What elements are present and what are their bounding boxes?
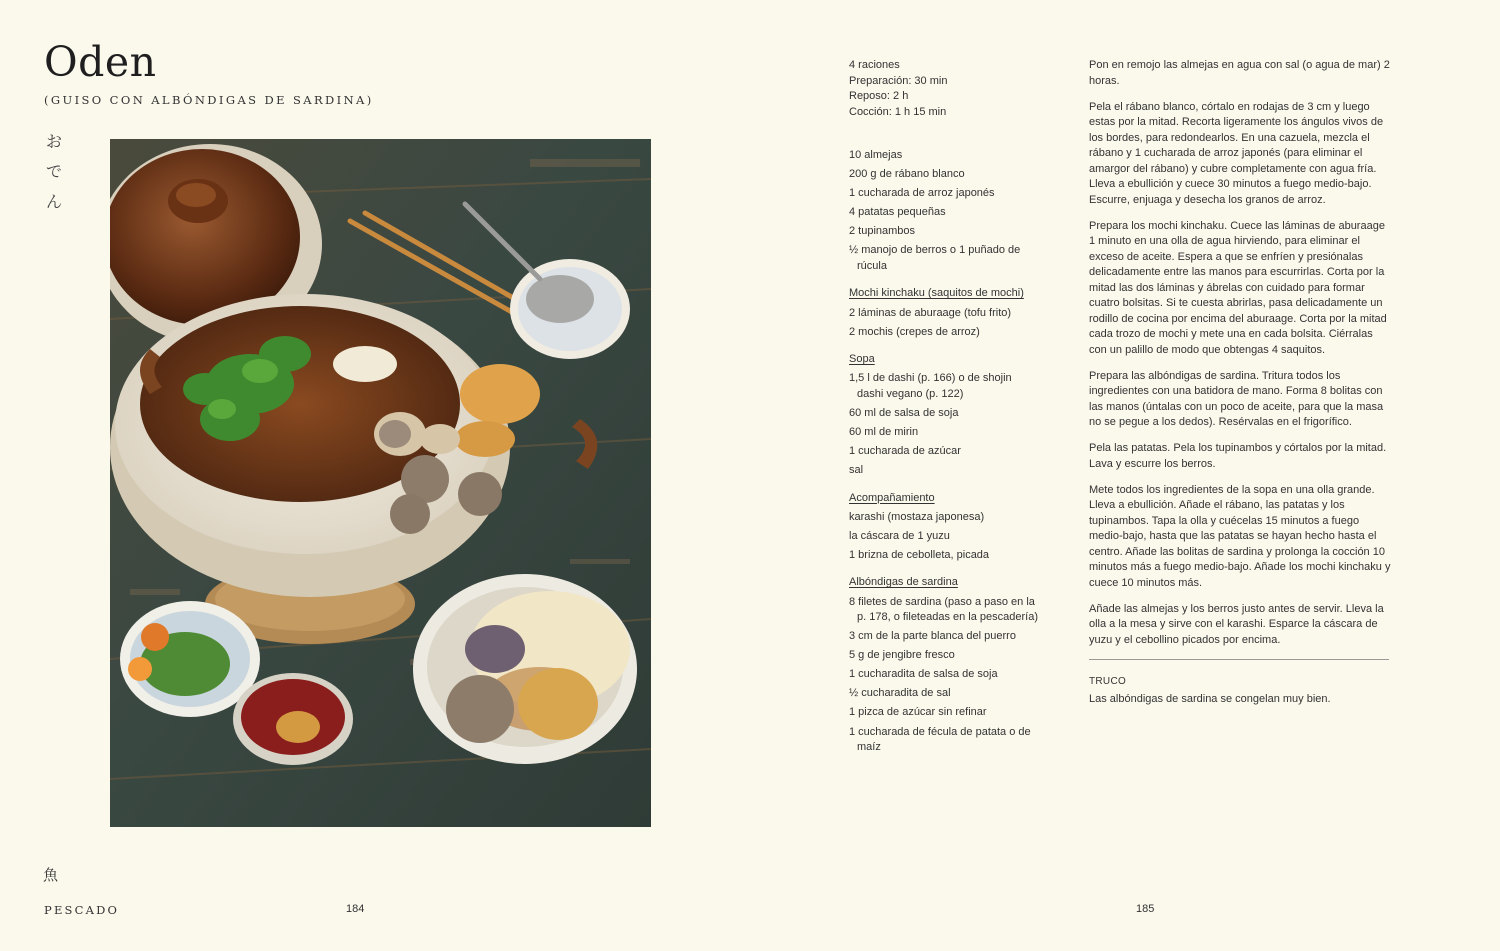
- ingredient-item: 1 cucharada de arroz japonés: [849, 187, 995, 200]
- method-step: Añade las almejas y los berros justo antes de servir. Lleva la olla a la mesa y sirve con el karashi. Esparce la cáscara de yuzu y el cebollino picados por encima.: [1089, 602, 1384, 646]
- ingredient-item: 4 patatas pequeñas: [849, 206, 946, 219]
- ingredient-item: 1 cucharadita de salsa de soja: [849, 668, 998, 681]
- ingredient-item: ½ cucharadita de sal: [849, 687, 951, 700]
- right-page: [750, 0, 1500, 951]
- method-step: Prepara las albóndigas de sardina. Tritura todos los ingredientes con una batidora de mano. Forma 8 bolitas con las manos (úntalas con un poco de aceite, para que la masa no se pegue a los dedos). Resérvalas en el frigorífico.: [1089, 369, 1384, 428]
- ingredient-item: 60 ml de salsa de soja: [849, 406, 959, 419]
- kana-char: ん: [45, 192, 62, 211]
- method-step: Prepara los mochi kinchaku. Cuece las láminas de aburaage 1 minuto en una olla de agua hirviendo, para eliminar el exceso de aceite. Espera a que se enfríen y presiónalas delicadamente entre las manos para escurrirlas. Corta por la mitad las dos láminas y ábrelas con cuidado para formar cuatro bolsitas. Si te cuesta abrirlas, pasa delicadamente un rodillo de cocina por encima del aburaage. Corta por la mitad cada trozo de mochi y mete una en cada bolsita. Ciérralas con un palillo de modo que obtengas 4 saquitos.: [1089, 219, 1387, 356]
- rest-time: Reposo: 2 h: [849, 90, 909, 102]
- ingredient-group-heading: Albóndigas de sardina: [849, 576, 958, 589]
- method-step: Pela el rábano blanco, córtalo en rodajas de 3 cm y luego estas por la mitad. Recorta ligeramente los ángulos vivos de los bordes, para redondearlos. En una cazuela, mezcla el rábano y 1 cucharada de arroz japonés (para eliminar el amargor del rábano) y cubre completamente con agua fría. Lleva a ebullición y cuece 30 minutos a fuego medio-bajo. Escurre, enjuaga y desecha los granos de arroz.: [1089, 100, 1384, 206]
- method-step: Mete todos los ingredientes de la sopa en una olla grande. Lleva a ebullición. Añade el rábano, las patatas y los tupinambos. Tapa la olla y cuécelas 15 minutos a fuego medio-bajo, hasta que las patatas se hayan hecho hasta el centro. Añade las bolitas de sardina y prolonga la cocción 10 minutos más a fuego medio-bajo. Añade los mochi kinchaku y cuece 10 minutos más.: [1089, 483, 1391, 589]
- tip-text: Las albóndigas de sardina se congelan muy bien.: [1089, 693, 1331, 705]
- page-number-right: 185: [1136, 903, 1155, 915]
- ingredient-item: 1 cucharada de fécula de patata o de maíz: [849, 725, 1031, 754]
- ingredient-item: 10 almejas: [849, 149, 903, 161]
- recipe-subtitle: (GUISO CON ALBÓNDIGAS DE SARDINA): [44, 93, 374, 107]
- section-label: PESCADO: [44, 903, 120, 917]
- ingredient-item: 2 tupinambos: [849, 225, 916, 238]
- kana-char: で: [45, 162, 62, 181]
- ingredient-item: 2 mochis (crepes de arroz): [849, 325, 980, 338]
- ingredient-item: 1 pizca de azúcar sin refinar: [849, 706, 987, 719]
- ingredient-group-heading: Sopa: [849, 353, 875, 366]
- method-step: Pela las patatas. Pela los tupinambos y córtalos por la mitad. Lava y escurre los berros.: [1089, 442, 1387, 470]
- ingredient-group-acompanamiento: [849, 491, 1039, 564]
- divider: [1089, 659, 1389, 660]
- servings: 4 raciones: [849, 59, 900, 71]
- ingredients-column: [849, 58, 1039, 756]
- prep-time: Preparación: 30 min: [849, 74, 948, 87]
- ingredient-item: karashi (mostaza japonesa): [849, 510, 985, 523]
- ingredient-group-mochi: [849, 286, 1039, 340]
- ingredient-item: 200 g de rábano blanco: [849, 168, 965, 181]
- ingredient-item: ½ manojo de berros o 1 puñado de rúcula: [849, 244, 1021, 272]
- kana-char: お: [45, 132, 62, 151]
- recipe-title: Oden: [44, 38, 157, 86]
- tip-label: TRUCO: [1089, 675, 1127, 687]
- method-column: [1089, 58, 1391, 718]
- ingredient-group-albondigas: [849, 575, 1039, 755]
- ingredient-item: 8 filetes de sardina (paso a paso en la p. 178, o fileteadas en la pescadería): [849, 595, 1039, 623]
- section-kanji: 魚: [43, 866, 59, 884]
- oden-photo: [110, 139, 651, 827]
- ingredient-item: sal: [849, 464, 864, 477]
- ingredient-item: 1 brizna de cebolleta, picada: [849, 548, 990, 561]
- ingredient-group-sopa: [849, 352, 1039, 478]
- ingredient-item: la cáscara de 1 yuzu: [849, 529, 950, 542]
- cook-time: Cocción: 1 h 15 min: [849, 105, 947, 118]
- page-number-left: 184: [346, 903, 365, 915]
- recipe-meta: [849, 58, 1039, 120]
- ingredient-group-heading: Mochi kinchaku (saquitos de mochi): [849, 287, 1024, 300]
- ingredient-item: 2 láminas de aburaage (tofu frito): [849, 306, 1012, 319]
- ingredient-group-main: [849, 148, 1039, 274]
- ingredient-item: 3 cm de la parte blanca del puerro: [849, 630, 1016, 643]
- ingredient-item: 60 ml de mirin: [849, 425, 919, 438]
- ingredient-group-heading: Acompañamiento: [849, 491, 935, 504]
- kana-vertical-title: [44, 131, 64, 213]
- ingredient-item: 5 g de jengibre fresco: [849, 649, 955, 662]
- ingredient-item: 1 cucharada de azúcar: [849, 445, 961, 458]
- method-step: Pon en remojo las almejas en agua con sal (o agua de mar) 2 horas.: [1089, 59, 1390, 87]
- ingredient-item: 1,5 l de dashi (p. 166) o de shojin dashi vegano (p. 122): [849, 372, 1012, 400]
